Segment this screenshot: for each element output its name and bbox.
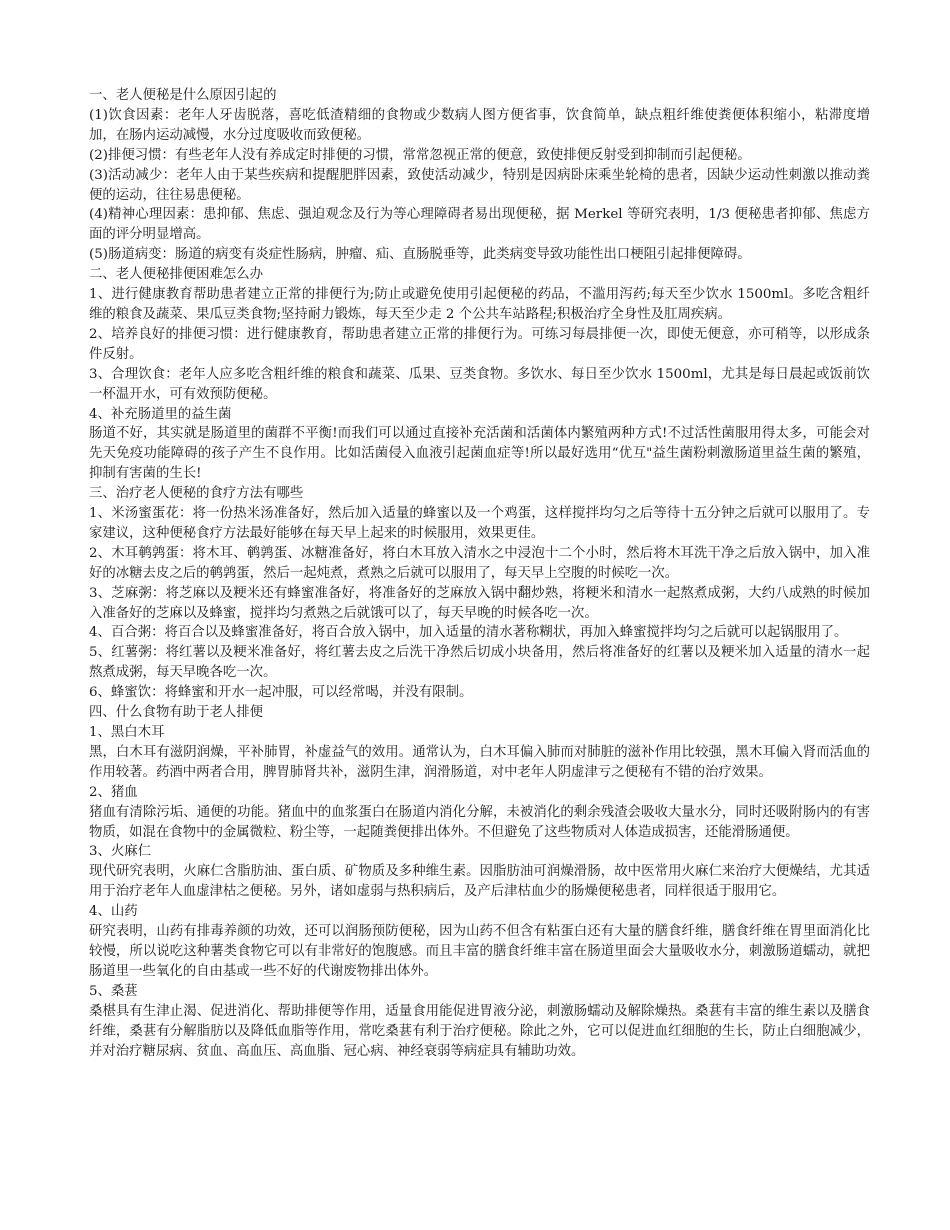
- paragraph-reduced-activity: (3)活动减少：老年人由于某些疾病和提醒肥胖因素，致使活动减少，特别是因病卧床乘坐轮椅的患者，因缺少运动性刺激以推动粪便的运动，往往易患便秘。: [89, 167, 870, 203]
- subheading-yam: 4、山药: [89, 904, 138, 920]
- paragraph-health-education: 1、进行健康教育帮助患者建立正常的排便行为;防止或避免使用引起便秘的药品，不滥用泻药;每天至少饮水 1500ml。多吃含粗纤维的粮食及蔬菜、果瓜豆类食物;坚持耐力锻炼，每天至少走 2 个公共车站路程;积极治疗全身性及肛周疾病。: [89, 287, 870, 322]
- paragraph-rice-soup-honey-egg: 1、米汤蜜蛋花：将一份热米汤准备好，然后加入适量的蜂蜜以及一个鸡蛋，这样搅拌均匀之后等待十五分钟之后就可以服用了。专家建议，这种便秘食疗方法最好能够在每天早上起来的时候服用，效果更佳。: [89, 506, 870, 541]
- section-heading-1: 一、老人便秘是什么原因引起的: [89, 88, 277, 103]
- subheading-fungus: 1、黑白木耳: [89, 725, 165, 740]
- paragraph-lily-porridge: 4、百合粥：将百合以及蜂蜜准备好，将百合放入锅中，加入适量的清水著称糊状，再加入蜂蜜搅拌均匀之后就可以起锅服用了。: [89, 625, 848, 641]
- paragraph-probiotics: 肠道不好，其实就是肠道里的菌群不平衡!而我们可以通过直接补充活菌和活菌体内繁殖两种方式!不过活性菌服用得太多，可能会对先天免疫功能障碍的孩子产生不良作用。比如活菌侵入血液引起菌血症等!所以最好选用“优互"益生菌粉刺激肠道里益生菌的繁殖，抑制有害菌的生长!: [89, 426, 870, 482]
- section-heading-3: 三、治疗老人便秘的食疗方法有哪些: [89, 486, 304, 502]
- paragraph-mulberry: 桑椹具有生津止渴、促进消化、帮助排便等作用，适量食用能促进胃液分泌，刺激肠蠕动及解除燥热。桑葚有丰富的维生素以及膳食纤维，桑葚有分解脂肪以及降低血脂等作用，常吃桑葚有利于治疗便秘。除此之外，它可以促进血红细胞的生长，防止白细胞减少，并对治疗糖尿病、贫血、高血压、高血脂、冠心病、神经衰弱等病症具有辅助功效。: [89, 1003, 870, 1059]
- subheading-probiotics: 4、补充肠道里的益生菌: [89, 406, 232, 422]
- paragraph-honey-drink: 6、蜂蜜饮：将蜂蜜和开水一起冲服，可以经常喝，并没有限制。: [89, 685, 473, 701]
- subheading-mulberry: 5、桑葚: [89, 983, 138, 999]
- paragraph-diet-factor: (1)饮食因素：老年人牙齿脱落，喜吃低渣精细的食物或少数病人图方便省事，饮食简单，缺点粗纤维使粪便体积缩小，粘滞度增加，在肠内运动减慢，水分过度吸收而致便秘。: [89, 107, 870, 143]
- paragraph-fungus-quail-egg: 2、木耳鹌鹑蛋：将木耳、鹌鹑蛋、冰糖准备好，将白木耳放入清水之中浸泡十二个小时，然后将木耳洗干净之后放入锅中，加入准好的冰糖去皮之后的鹌鹑蛋，然后一起炖煮，煮熟之后就可以服用了，每天早上空腹的时候吃一次。: [89, 545, 870, 581]
- paragraph-sweet-potato-porridge: 5、红薯粥：将红薯以及粳米准备好，将红薯去皮之后洗干净然后切成小块备用，然后将准备好的红薯以及粳米加入适量的清水一起熬煮成粥，每天早晚各吃一次。: [89, 645, 870, 681]
- paragraph-psychological-factor: (4)精神心理因素：患抑郁、焦虑、强迫观念及行为等心理障碍者易出现便秘，据 Merkel 等研究表明，1/3 便秘患者抑郁、焦虑方面的评分明显增高。: [89, 207, 870, 243]
- section-heading-4: 四、什么食物有助于老人排便: [89, 705, 264, 721]
- paragraph-sesame-porridge: 3、芝麻粥：将芝麻以及粳米还有蜂蜜准备好，将准备好的芝麻放入锅中翻炒熟，将粳米和清水一起熬煮成粥，大约八成熟的时候加入准备好的芝麻以及蜂蜜，搅拌均匀煮熟之后就饿可以了，每天早晚的时候各吃一次。: [89, 585, 870, 621]
- paragraph-reasonable-diet: 3、合理饮食：老年人应多吃含粗纤维的粮食和蔬菜、瓜果、豆类食物。多饮水、每日至少饮水 1500ml，尤其是每日晨起或饭前饮一杯温开水，可有效预防便秘。: [89, 366, 870, 402]
- paragraph-hemp-seed: 现代研究表明，火麻仁含脂肪油、蛋白质、矿物质及多种维生素。因脂肪油可润燥滑肠，故中医常用火麻仁来治疗大便燥结，尤其适用于治疗老年人血虚津枯之便秘。另外，诸如虚弱与热积病后，及产后津枯血少的肠燥便秘患者，同样很适于服用它。: [89, 864, 870, 900]
- section-heading-2: 二、老人便秘排便困难怎么办: [89, 267, 264, 283]
- subheading-pig-blood: 2、猪血: [89, 784, 138, 800]
- paragraph-fungus: 黑，白木耳有滋阴润燥，平补肺胃，补虚益气的效用。通常认为，白木耳偏入肺而对肺脏的滋补作用比较强，黑木耳偏入肾而活血的作用较著。药酒中两者合用，脾胃肺肾共补，滋阴生津，润滑肠道，对中老年人阴虚津亏之便秘有不错的治疗效果。: [89, 744, 870, 780]
- paragraph-pig-blood: 猪血有清除污垢、通便的功能。猪血中的血浆蛋白在肠道内消化分解，未被消化的剩余残渣会吸收大量水分，同时还吸附肠内的有害物质，如混在食物中的金属微粒、粉尘等，一起随粪便排出体外。不但避免了这些物质对人体造成损害，还能滑肠通便。: [89, 804, 870, 840]
- paragraph-good-habits: 2、培养良好的排便习惯：进行健康教育，帮助患者建立正常的排便行为。可练习每晨排便一次，即使无便意，亦可稍等，以形成条件反射。: [89, 326, 870, 362]
- paragraph-bowel-habit: (2)排便习惯：有些老年人没有养成定时排便的习惯，常常忽视正常的便意，致使排便反射受到抑制而引起便秘。: [89, 147, 751, 163]
- paragraph-yam: 研究表明，山药有排毒养颜的功效，还可以润肠预防便秘，因为山药不但含有粘蛋白还有大量的膳食纤维，膳食纤维在胃里面消化比较慢，所以说吃这种薯类食物它可以有非常好的饱腹感。而且丰富的膳食纤维丰富在肠道里面会大量吸收水分，刺激肠道蠕动，就把肠道里一些氧化的自由基或一些不好的代谢废物排出体外。: [89, 924, 870, 979]
- paragraph-intestinal-lesion: (5)肠道病变：肠道的病变有炎症性肠病，肿瘤、疝、直肠脱垂等，此类病变导致功能性出口梗阻引起排便障碍。: [89, 247, 751, 263]
- subheading-hemp-seed: 3、火麻仁: [89, 844, 152, 860]
